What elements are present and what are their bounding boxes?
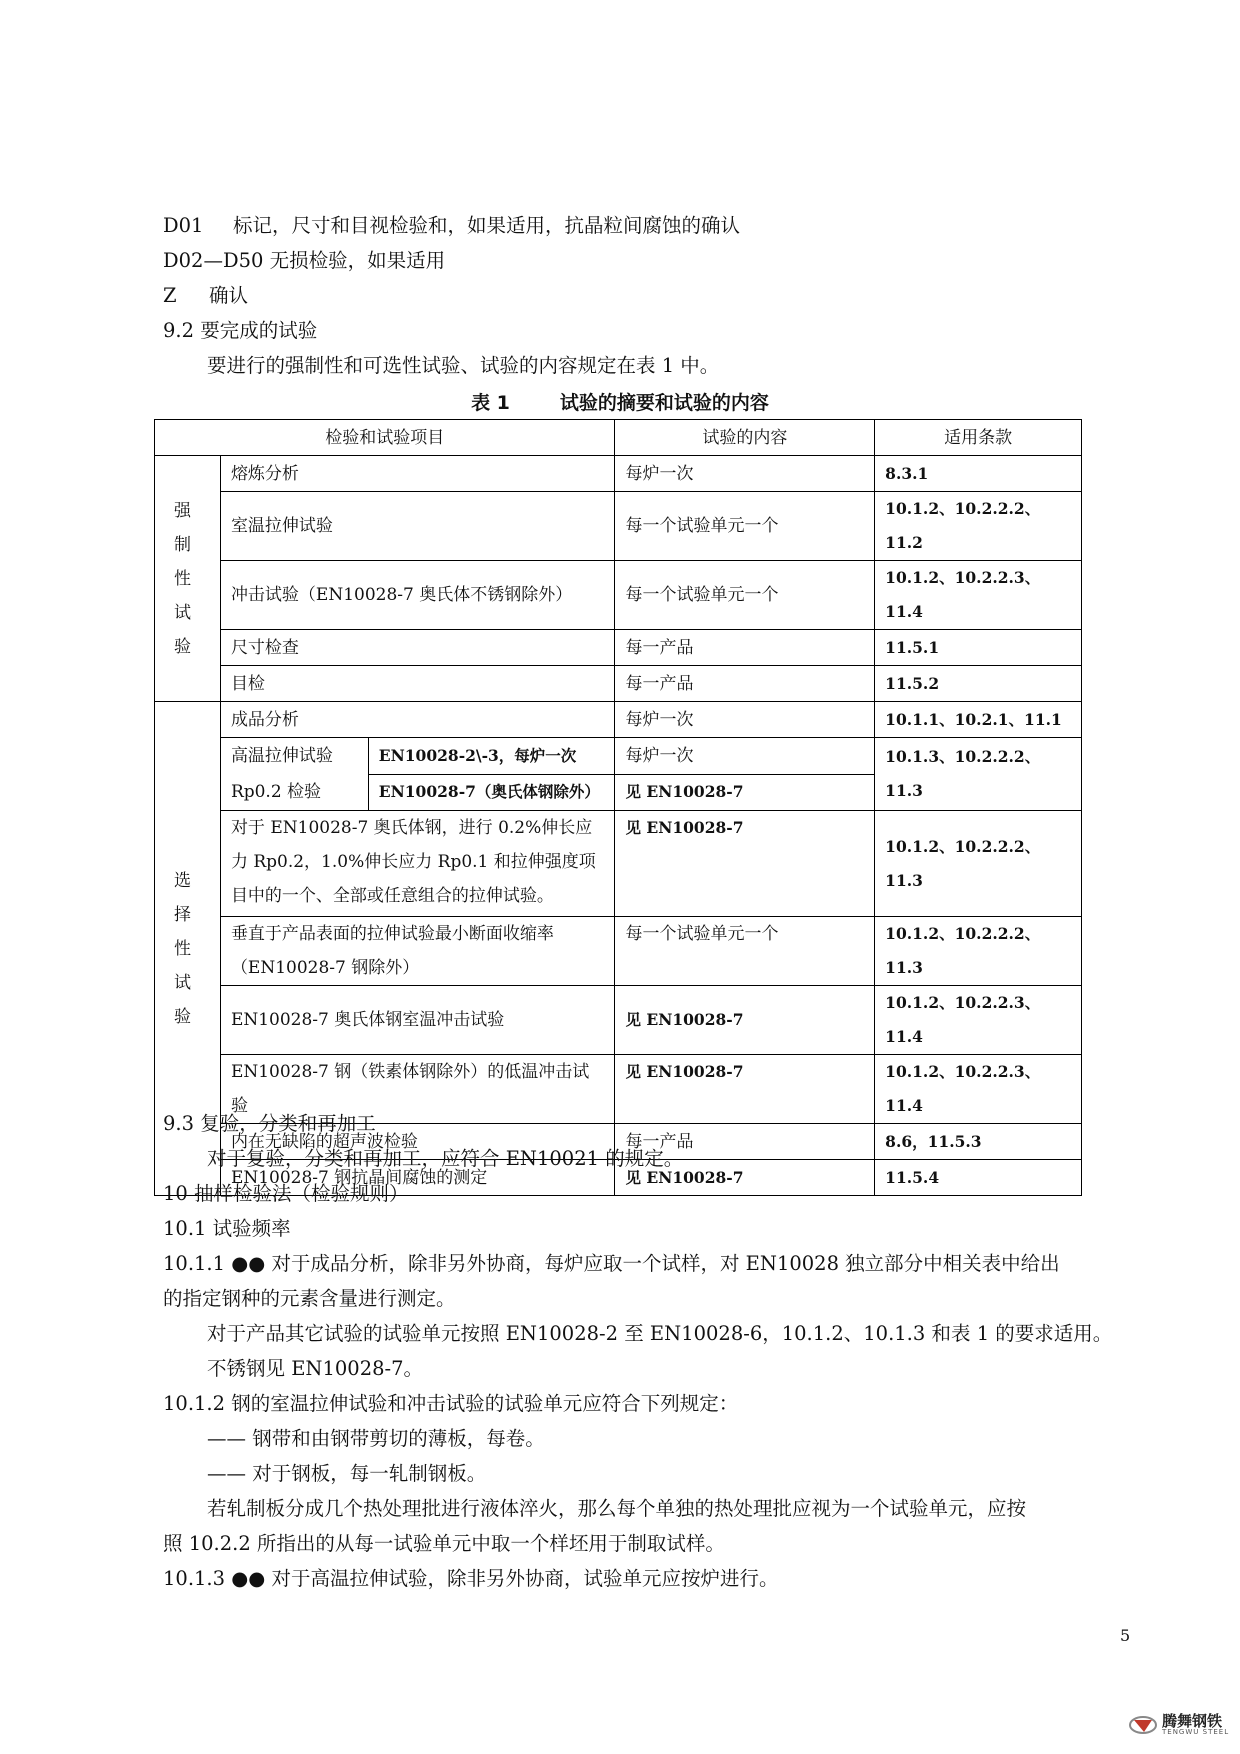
z-code: Z (163, 284, 177, 307)
mandatory-group-label: 强制性试验 (155, 456, 221, 702)
section-9-2-body: 要进行的强制性和可选性试验、试验的内容规定在表 1 中。 (207, 354, 720, 377)
row-item: EN10028-7 奥氏体钢室温冲击试验 (220, 986, 615, 1055)
row-content: 见 EN10028-7 (615, 986, 875, 1055)
table-header-row (155, 420, 1082, 456)
section-9-3-body: 对于复验，分类和再加工，应符合 EN10021 的规定。 (207, 1147, 684, 1170)
row-clause: 8.3.1 (875, 456, 1082, 492)
row-clause: 8.6，11.5.3 (875, 1124, 1082, 1160)
row-content: 每一产品 (615, 666, 875, 702)
row-clause: 11.5.2 (875, 666, 1082, 702)
table-title (0, 388, 1240, 415)
row-clause: 10.1.2、10.2.2.2、11.3 (875, 811, 1082, 917)
row-content: 每炉一次 (615, 738, 875, 775)
row-clause: 11.5.1 (875, 630, 1082, 666)
table-row (155, 986, 1082, 1055)
row-item: 目检 (220, 666, 615, 702)
header-clauses: 适用条款 (875, 420, 1082, 456)
row-content: 见 EN10028-7 (615, 811, 875, 917)
row-content: 见 EN10028-7 (615, 1055, 875, 1124)
section-9-2-heading: 9.2 要完成的试验 (163, 319, 318, 342)
section-10-1-2-heading: 10.1.2 钢的室温拉伸试验和冲击试验的试验单元应符合下列规定： (163, 1392, 739, 1415)
row-content: 每一产品 (615, 1124, 875, 1160)
section-10-heading: 10 抽样检验法（检验规则） (163, 1182, 409, 1205)
summary-table (154, 419, 1082, 1196)
row-content: 每一个试验单元一个 (615, 492, 875, 561)
d01-line (163, 212, 740, 240)
d01-code: D01 (163, 214, 204, 237)
row-clause: 10.1.2、10.2.2.3、11.4 (875, 986, 1082, 1055)
row-item: 高温拉伸试验 Rp0.2 检验 (220, 738, 368, 811)
table-row (155, 561, 1082, 630)
tengwu-logo (1128, 1714, 1229, 1736)
section-10-1-1-line4: 不锈钢见 EN10028-7。 (207, 1357, 424, 1380)
z-line (163, 282, 248, 310)
row-item: 冲击试验（EN10028-7 奥氏体不锈钢除外） (220, 561, 615, 630)
row-clause: 10.1.1、10.2.1、11.1 (875, 702, 1082, 738)
table-row (155, 666, 1082, 702)
d02-line: D02—D50 无损检验，如果适用 (163, 249, 446, 272)
table-row (155, 702, 1082, 738)
row-clause: 10.1.2、10.2.2.3、11.4 (875, 561, 1082, 630)
row-clause: 10.1.2、10.2.2.2、11.2 (875, 492, 1082, 561)
row-item: 室温拉伸试验 (220, 492, 615, 561)
dash-item-1: —— 钢带和由钢带剪切的薄板，每卷。 (207, 1427, 545, 1450)
row-content: 每一个试验单元一个 (615, 561, 875, 630)
section-10-1-heading: 10.1 试验频率 (163, 1217, 291, 1240)
row-clause: 10.1.3、10.2.2.2、11.3 (875, 738, 1082, 811)
table-row (155, 630, 1082, 666)
table-number: 表 1 (471, 392, 510, 414)
header-items: 检验和试验项目 (155, 420, 615, 456)
tengwu-logo-icon (1128, 1714, 1158, 1736)
row-content: 每一产品 (615, 630, 875, 666)
table-row (155, 456, 1082, 492)
row-item: EN10028-7 钢抗晶间腐蚀的测定 (220, 1160, 615, 1196)
z-text: 确认 (209, 284, 249, 307)
table-row (155, 492, 1082, 561)
section-9-3-heading: 9.3 复验，分类和再加工 (163, 1112, 376, 1135)
logo-english-text: TENGWU STEEL (1162, 1728, 1230, 1736)
row-item: EN10028-7 钢（铁素体钢除外）的低温冲击试验 (220, 1055, 615, 1124)
row-item: 成品分析 (220, 702, 615, 738)
dash-item-2: —— 对于钢板，每一轧制钢板。 (207, 1462, 487, 1485)
page-number: 5 (1120, 1626, 1131, 1645)
row-clause: 10.1.2、10.2.2.2、11.3 (875, 917, 1082, 986)
paragraph-line1: 若轧制板分成几个热处理批进行液体淬火，那么每个单独的热处理批应视为一个试验单元，应按 (207, 1497, 1027, 1520)
row-clause: 11.5.4 (875, 1160, 1082, 1196)
row-content: 见 EN10028-7 (615, 1160, 875, 1196)
logo-chinese-text: 腾舞钢铁 (1162, 1712, 1223, 1730)
d01-text: 标记，尺寸和目视检验和，如果适用，抗晶粒间腐蚀的确认 (233, 214, 741, 237)
row-content: 每炉一次 (615, 456, 875, 492)
table-caption: 试验的摘要和试验的内容 (559, 392, 769, 414)
table-row (155, 917, 1082, 986)
table-row (155, 811, 1082, 917)
row-item: 垂直于产品表面的拉伸试验最小断面收缩率（EN10028-7 钢除外） (220, 917, 615, 986)
section-10-1-1-line2: 的指定钢种的元素含量进行测定。 (163, 1287, 456, 1310)
optional-group-label: 选择性试验 (155, 702, 221, 1196)
paragraph-line2: 照 10.2.2 所指出的从每一试验单元中取一个样坯用于制取试样。 (163, 1532, 725, 1555)
row-subitem: EN10028-7（奥氏体钢除外） (368, 774, 615, 811)
row-content: 每一个试验单元一个 (615, 917, 875, 986)
row-content: 每炉一次 (615, 702, 875, 738)
row-content: 见 EN10028-7 (615, 774, 875, 811)
section-10-1-1-line1: 10.1.1 ●● 对于成品分析，除非另外协商，每炉应取一个试样，对 EN10028 独立部分中相关表中给出 (163, 1252, 1060, 1275)
section-10-1-3-line: 10.1.3 ●● 对于高温拉伸试验，除非另外协商，试验单元应按炉进行。 (163, 1567, 779, 1590)
section-10-1-1-line3: 对于产品其它试验的试验单元按照 EN10028-2 至 EN10028-6，10.1.2、10.1.3 和表 1 的要求适用。 (207, 1322, 1113, 1345)
row-item: 尺寸检查 (220, 630, 615, 666)
row-item: 内在无缺陷的超声波检验 (220, 1124, 615, 1160)
row-item: 熔炼分析 (220, 456, 615, 492)
row-item: 对于 EN10028-7 奥氏体钢，进行 0.2%伸长应力 Rp0.2，1.0%伸长应力 Rp0.1 和拉伸强度项目中的一个、全部或任意组合的拉伸试验。 (220, 811, 615, 917)
row-clause: 10.1.2、10.2.2.3、11.4 (875, 1055, 1082, 1124)
row-subitem: EN10028-2\-3，每炉一次 (368, 738, 615, 775)
header-content: 试验的内容 (615, 420, 875, 456)
table-row (155, 738, 1082, 775)
